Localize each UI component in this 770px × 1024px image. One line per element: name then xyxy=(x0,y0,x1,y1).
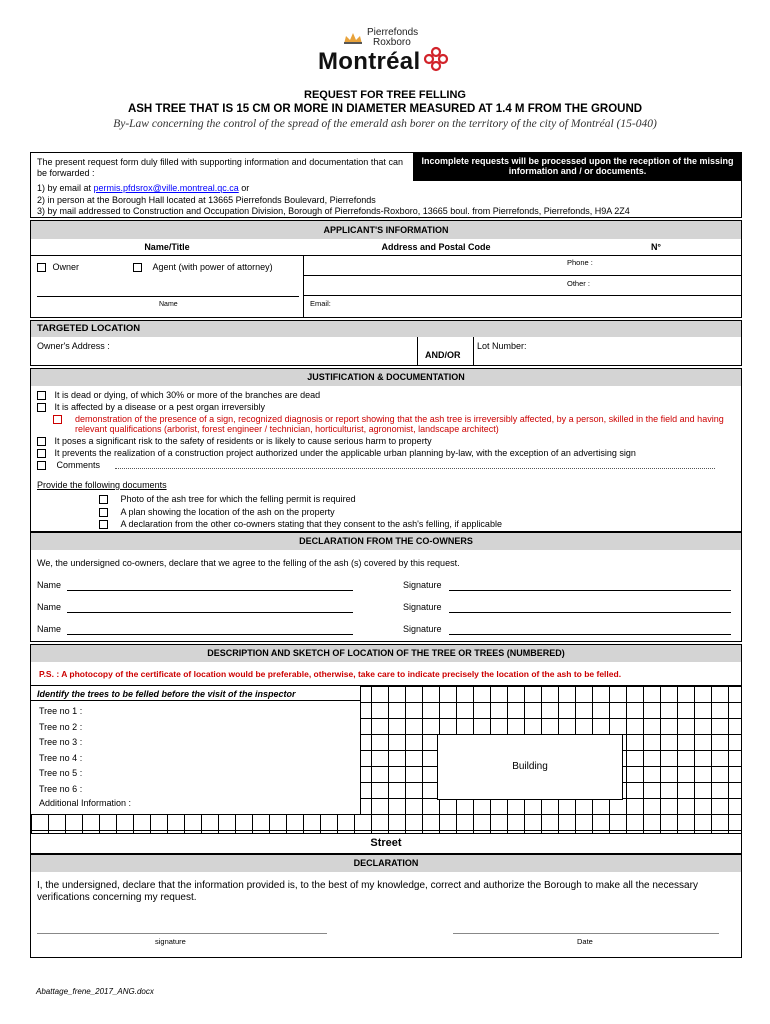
form-title: REQUEST FOR TREE FELLING xyxy=(304,89,466,101)
declaration-signature-line[interactable] xyxy=(37,933,327,934)
intro-warning xyxy=(413,153,742,181)
tree-2[interactable]: Tree no 2 : xyxy=(39,721,83,732)
logo-line2: Roxboro xyxy=(373,37,411,48)
doc-declaration[interactable] xyxy=(99,519,502,529)
logo-line1: Pierrefonds xyxy=(367,27,419,38)
coowner-name-label: Name xyxy=(37,602,62,612)
coowner-signature-label: Signature xyxy=(403,602,442,612)
form-subtitle-main: ASH TREE THAT IS 15 CM OR MORE IN DIAMETER MEASURED AT 1.4 M FROM THE GROUND xyxy=(127,103,643,115)
tree-list xyxy=(39,704,82,798)
email-link[interactable]: permis.pfdsrox@ville.montreal.qc.ca xyxy=(93,183,239,193)
logo-city: Montréal xyxy=(318,48,421,75)
doc-plan[interactable] xyxy=(99,507,335,517)
location-section xyxy=(30,320,742,366)
name-line[interactable] xyxy=(37,296,299,297)
tree-3[interactable]: Tree no 3 : xyxy=(39,737,83,748)
plan-label: A plan showing the location of the ash on the property xyxy=(120,507,335,517)
email-field[interactable] xyxy=(304,296,741,317)
coowner-name-label: Name xyxy=(37,624,62,634)
identify-box xyxy=(31,686,361,814)
email-prefix: 1) by email at xyxy=(37,183,92,193)
tree-6[interactable]: Tree no 6 : xyxy=(39,783,83,794)
dead-label: It is dead or dying, of which 30% or more of the branches are dead xyxy=(54,390,321,400)
coowners-text: We, the undersigned co-owners, declare that we agree to the felling of the ash (s) covered by this request. xyxy=(37,558,460,568)
intro-left-text: The present request form duly filled with supporting information and documentation that can be forwarded : xyxy=(37,157,403,178)
comments-line[interactable] xyxy=(115,468,715,469)
footer-filename: Abattage_frene_2017_ANG.docx xyxy=(36,987,154,996)
andor-label: AND/OR xyxy=(425,350,461,360)
photo-label: Photo of the ash tree for which the felling permit is required xyxy=(120,494,356,504)
tree-1[interactable]: Tree no 1 : xyxy=(39,706,83,716)
owner-label: Owner xyxy=(52,262,80,272)
coowners-header: DECLARATION FROM THE CO-OWNERS xyxy=(31,533,741,550)
bylaw-subtitle: By-Law concerning the control of the spread of the emerald ash borer on the territory of the city of Montréal (15-040) xyxy=(113,118,657,130)
coowner-name-line[interactable] xyxy=(67,590,353,591)
declaration-section xyxy=(30,854,742,958)
disease-checkbox[interactable] xyxy=(37,403,46,412)
plan-checkbox[interactable] xyxy=(99,508,108,517)
street-band xyxy=(31,833,741,853)
intro-method-person: 2) in person at the Borough Hall located at 13665 Pierrefonds Boulevard, Pierrefonds xyxy=(37,195,376,205)
applicant-owner[interactable] xyxy=(37,262,79,272)
additional-info-label[interactable]: Additional Information : xyxy=(39,798,132,808)
intro-warning-text: Incomplete requests will be processed upon the reception of the missing information and / or documents. xyxy=(421,156,734,176)
applicant-header: APPLICANT'S INFORMATION xyxy=(31,221,741,239)
col-name-title: Name/Title xyxy=(144,242,190,252)
declaration-doc-label: A declaration from the other co-owners stating that they consent to the ash's felling, if applicable xyxy=(120,519,502,529)
provide-documents: Provide the following documents xyxy=(37,480,167,490)
tree-4[interactable]: Tree no 4 : xyxy=(39,752,83,763)
identify-label: Identify the trees to be felled before the visit of the inspector xyxy=(37,689,296,699)
coowner-signature-line[interactable] xyxy=(449,634,731,635)
coowner-row-3 xyxy=(37,624,737,634)
disease-label: It is affected by a disease or a pest organ irreversibly xyxy=(54,402,265,412)
coowner-name-label: Name xyxy=(37,580,62,590)
owner-checkbox[interactable] xyxy=(37,263,46,272)
construction-checkbox[interactable] xyxy=(37,449,46,458)
coowner-signature-label: Signature xyxy=(403,624,442,634)
declaration-header: DECLARATION xyxy=(31,855,741,872)
coowner-row-1 xyxy=(37,580,737,590)
other-label: Other : xyxy=(567,279,590,288)
owners-address-field[interactable] xyxy=(131,337,417,365)
owners-address-label: Owner's Address : xyxy=(37,341,110,351)
agent-label: Agent (with power of attorney) xyxy=(152,262,273,272)
sketch-ps: P.S. : A photocopy of the certificate of location would be preferable, otherwise, take care to indicate precisely the location of the ash to be felled. xyxy=(39,669,622,679)
applicant-agent[interactable] xyxy=(133,262,273,272)
justification-comments[interactable] xyxy=(37,460,717,470)
construction-label: It prevents the realization of a construction project authorized under the applicable urban planning by-law, with the exception of an advertising sign xyxy=(54,448,636,458)
demonstration-checkbox[interactable] xyxy=(53,415,62,424)
demonstration-label: demonstration of the presence of a sign, recognized diagnosis or report showing that the ash tree is irreversibly affected, by a person, skilled in the field and having relevant qualifications (arborist, forest engineer / technician, horticulturist, agronomist, landscape architect) xyxy=(75,414,724,434)
justification-header: JUSTIFICATION & DOCUMENTATION xyxy=(31,369,741,386)
coowner-signature-label: Signature xyxy=(403,580,442,590)
sketch-header: DESCRIPTION AND SKETCH OF LOCATION OF THE TREE OR TREES (NUMBERED) xyxy=(31,645,741,662)
coowner-name-line[interactable] xyxy=(67,612,353,613)
col-number: N° xyxy=(650,242,662,252)
rose-icon xyxy=(423,46,449,72)
sketch-section xyxy=(30,644,742,854)
email-label: Email: xyxy=(310,299,331,308)
justification-item-risk[interactable] xyxy=(37,436,432,446)
name-caption: Name xyxy=(159,301,178,308)
intro-method-email xyxy=(37,183,249,193)
coowner-signature-line[interactable] xyxy=(449,590,731,591)
dead-checkbox[interactable] xyxy=(37,391,46,400)
declaration-signature-label: signature xyxy=(155,937,186,946)
declaration-checkbox[interactable] xyxy=(99,520,108,529)
col-address: Address and Postal Code xyxy=(381,242,491,252)
justification-section xyxy=(30,368,742,532)
intro-box xyxy=(30,152,742,218)
building-label: Building xyxy=(512,761,548,772)
phone-field[interactable] xyxy=(304,255,741,276)
declaration-date-label: Date xyxy=(577,937,593,946)
comments-label: Comments xyxy=(56,460,101,470)
declaration-date-line[interactable] xyxy=(453,933,719,934)
email-suffix: or xyxy=(241,183,250,193)
coowner-row-2 xyxy=(37,602,737,612)
justification-item-dead[interactable] xyxy=(37,390,320,400)
photo-checkbox[interactable] xyxy=(99,495,108,504)
coowners-section xyxy=(30,532,742,642)
risk-checkbox[interactable] xyxy=(37,437,46,446)
lot-number-label[interactable]: Lot Number: xyxy=(477,341,527,351)
declaration-text: I, the undersigned, declare that the information provided is, to the best of my knowledge, correct and authorize the Borough to make all the necessary verifications concerning my request. xyxy=(37,880,698,903)
coowner-name-line[interactable] xyxy=(67,634,353,635)
logo-borough xyxy=(367,28,418,48)
coowner-signature-line[interactable] xyxy=(449,612,731,613)
street-label: Street xyxy=(370,837,402,849)
tree-5[interactable]: Tree no 5 : xyxy=(39,768,83,779)
doc-photo[interactable] xyxy=(99,494,356,504)
sketch-grid[interactable] xyxy=(31,685,741,833)
comments-checkbox[interactable] xyxy=(37,461,46,470)
applicant-section xyxy=(30,220,742,318)
location-header: TARGETED LOCATION xyxy=(31,321,741,337)
justification-sub-item[interactable] xyxy=(53,414,737,434)
phone-label: Phone : xyxy=(567,258,593,267)
crown-icon xyxy=(342,30,364,46)
justification-item-disease[interactable] xyxy=(37,402,265,412)
risk-label: It poses a significant risk to the safety of residents or is likely to cause serious harm to property xyxy=(54,436,432,446)
building-box xyxy=(437,734,623,800)
other-field[interactable] xyxy=(304,276,741,296)
intro-method-mail: 3) by mail addressed to Construction and Occupation Division, Borough of Pierrefonds-Roxboro, 13665 boul. from Pierrefonds, Pierrefonds, H9A 2Z4 xyxy=(37,206,630,216)
justification-item-construction[interactable] xyxy=(37,448,636,458)
agent-checkbox[interactable] xyxy=(133,263,142,272)
